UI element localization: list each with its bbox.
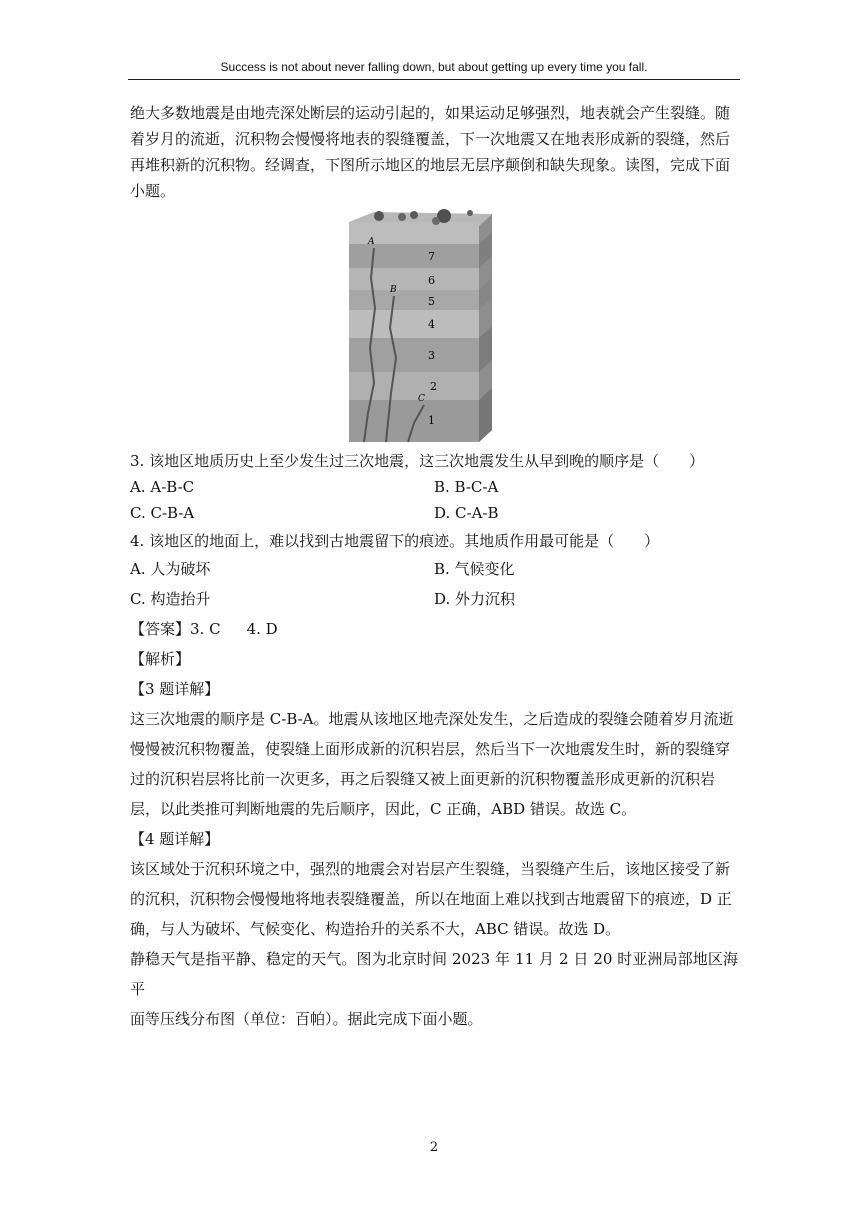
page-number: 2 <box>429 1140 439 1155</box>
layer-7 <box>349 244 479 268</box>
next-intro-line: 静稳天气是指平静、稳定的天气。图为北京时间 2023 年 11 月 2 日 20 时亚洲局部地区海平 <box>130 950 738 998</box>
detail-3-line: 层，以此类推可判断地震的先后顺序，因此，C 正确，ABD 错误。故选 C。 <box>130 800 637 818</box>
answer-label: 【答案】 <box>130 620 191 638</box>
q4-option-a: A. 人为破坏 <box>130 560 211 578</box>
crack-label-a: A <box>368 237 375 247</box>
intro-line: 再堆积新的沉积物。经调查，下图所示地区的地层无层序颠倒和缺失现象。读图，完成下面 <box>130 156 731 174</box>
shrub-icon <box>398 213 406 221</box>
question-4-stem: 4. 该地区的地面上，难以找到古地震留下的痕迹。其地质作用最可能是（ ） <box>130 532 660 550</box>
intro-line: 着岁月的流逝，沉积物会慢慢将地表的裂缝覆盖，下一次地震又在地表形成新的裂缝，然后 <box>130 130 731 148</box>
layer-2 <box>349 372 479 400</box>
question-3-stem: 3. 该地区地质历史上至少发生过三次地震，这三次地震发生从早到晚的顺序是（ ） <box>130 452 705 470</box>
layer-label-6: 6 <box>428 274 435 287</box>
q3-option-c: C. C-B-A <box>130 504 195 522</box>
intro-line: 绝大多数地震是由地壳深处断层的运动引起的，如果运动足够强烈，地表就会产生裂缝。随 <box>130 104 731 122</box>
page-content <box>130 100 738 1034</box>
next-intro-line: 面等压线分布图（单位：百帕）。据此完成下面小题。 <box>130 1010 483 1028</box>
detail-3-line: 这三次地震的顺序是 C-B-A。地震从该地区地壳深处发生，之后造成的裂缝会随着岁月流逝 <box>130 710 734 728</box>
analysis-label: 【解析】 <box>130 650 191 668</box>
crack-label-b: B <box>390 285 397 295</box>
detail-3-line: 过的沉积岩层将比前一次更多，再之后裂缝又被上面更新的沉积物覆盖形成更新的沉积岩 <box>130 770 716 788</box>
intro-line: 小题。 <box>130 182 176 200</box>
strata-block-figure <box>130 208 738 448</box>
layer-label-5: 5 <box>428 295 435 308</box>
question-3-options-row-1 <box>130 474 738 500</box>
q3-option-b: B. B-C-A <box>434 478 499 496</box>
page-header-motto: Success is not about never falling down, but about getting up every time you fall. <box>220 60 648 74</box>
crack-label-c: C <box>418 394 425 404</box>
detail-4-title: 【4 题详解】 <box>130 830 220 848</box>
question-4-options-row-1 <box>130 554 738 584</box>
layer-4 <box>349 310 479 338</box>
strata-block-diagram <box>344 208 494 444</box>
answer-q3: 3. C <box>190 620 221 638</box>
shrub-icon <box>432 217 440 225</box>
detail-4-line: 确，与人为破坏、气候变化、构造抬升的关系不大，ABC 错误。故选 D。 <box>130 920 621 938</box>
layer-label-2: 2 <box>430 380 437 393</box>
layer-6 <box>349 268 479 290</box>
detail-3-line: 慢慢被沉积物覆盖，使裂缝上面形成新的沉积岩层，然后当下一次地震发生时，新的裂缝穿 <box>130 740 731 758</box>
question-4-options-row-2 <box>130 584 738 614</box>
layer-5 <box>349 290 479 310</box>
shrub-icon <box>374 211 384 221</box>
detail-4-line: 的沉积，沉积物会慢慢地将地表裂缝覆盖，所以在地面上难以找到古地震留下的痕迹，D 正 <box>130 890 732 908</box>
shrub-icon <box>410 211 418 219</box>
layer-label-4: 4 <box>428 318 435 331</box>
shrub-icon <box>467 210 473 216</box>
layer-3 <box>349 338 479 372</box>
detail-3-title: 【3 题详解】 <box>130 680 220 698</box>
layer-label-7: 7 <box>428 250 435 263</box>
q3-option-d: D. C-A-B <box>434 504 499 522</box>
detail-4-line: 该区域处于沉积环境之中，强烈的地震会对岩层产生裂缝，当裂缝产生后，该地区接受了新 <box>130 860 731 878</box>
header-rule <box>128 79 740 80</box>
layer-label-3: 3 <box>428 349 435 362</box>
answer-q4: 4. D <box>246 620 278 638</box>
q4-option-d: D. 外力沉积 <box>434 590 516 608</box>
q3-option-a: A. A-B-C <box>130 478 195 496</box>
question-3-options-row-2 <box>130 500 738 526</box>
answer-line <box>130 614 738 644</box>
layer-label-1: 1 <box>428 414 435 427</box>
q4-option-b: B. 气候变化 <box>434 560 515 578</box>
q4-option-c: C. 构造抬升 <box>130 590 211 608</box>
